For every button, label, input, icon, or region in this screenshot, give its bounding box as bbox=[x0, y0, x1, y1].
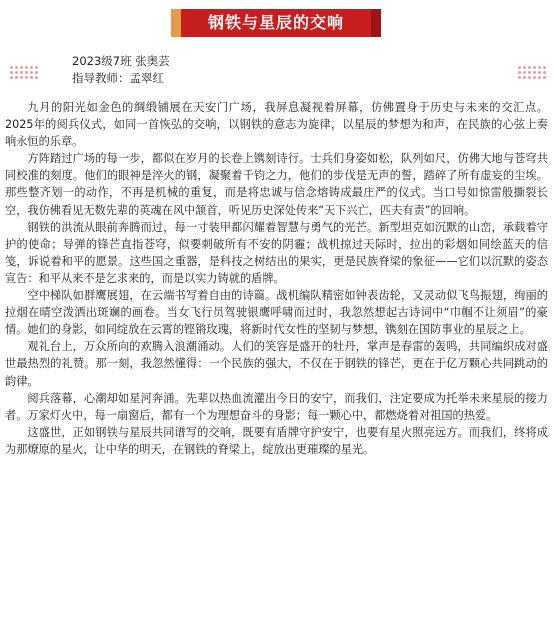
paragraph: 阅兵落幕，心潮却如星河奔涌。先辈以热血流灌出今日的安宁，而我们，注定要成为托举未来星辰的接力者。万家灯火中，每一扇窗后，都有一个为理想奋斗的身影；每一颗心中，都燃烧着对祖国的热爱。 bbox=[5, 391, 548, 422]
paragraph: 钢铁的洪流从眼前奔腾而过，每一寸装甲都闪耀着智慧与勇气的光芒。新型坦克如沉默的山峦，承载着守护的使命；导弹的锋芒直指苍穹，似要刺破所有不安的阴霾；战机掠过天际时，拉出的彩烟如同绘蓝天的信笺，诉说着和平的愿景。这些国之重器，是科技之树结出的果实，更是民族脊梁的象征——它们以沉默的姿态宣告：和平从来不是乞求来的，而是以实力铸就的盾牌。 bbox=[5, 220, 548, 285]
paragraph: 方阵踏过广场的每一步，都似在岁月的长卷上镌刻诗行。士兵们身姿如松，队列如尺，仿佛大地与苍穹共同校准的刻度。他们的眼神是淬火的钢，凝聚着千钧之力，他们的步伐是无声的誓，踏碎了所有虚妄的尘埃。那些整齐划一的动作，不再是机械的重复，而是将忠诚与信念熔铸成最庄严的仪式。当口号如惊雷般撕裂长空，我仿佛看见无数先辈的英魂在风中颔首，听见历史深处传来“天下兴亡，匹夫有责”的回响。 bbox=[5, 152, 548, 217]
title-banner bbox=[171, 9, 381, 37]
banner-accent-left bbox=[171, 9, 181, 37]
paragraph: 观礼台上，万众所向的欢腾入浪潮涌动。人们的笑容是盛开的牡丹，掌声是春雷的轰鸣，共同编织成对盛世最热烈的礼赞。那一刻，我忽然懂得：一个民族的强大，不仅在于钢铁的锋芒，更在于亿万颗心共同跳动的韵律。 bbox=[5, 340, 548, 388]
advisor-line: 指导教师：孟翠红 bbox=[72, 71, 164, 85]
article-title: 钢铁与星辰的交响 bbox=[207, 13, 344, 32]
paragraph: 九月的阳光如金色的绸缎铺展在天安门广场，我屏息凝视着屏幕，仿佛置身于历史与未来的交汇点。2025年的阅兵仪式，如同一首恢弘的交响，以钢铁的意志为旋律，以星辰的梦想为和声，在民族的心弦上奏响永恒的乐章。 bbox=[5, 101, 548, 149]
article-body bbox=[5, 99, 548, 458]
author-line: 2023级7班 张奥芸 bbox=[72, 54, 170, 68]
article-meta bbox=[72, 53, 170, 87]
banner-accent-right bbox=[371, 9, 381, 37]
paragraph: 空中梯队如群鹰展翅，在云端书写着自由的诗篇。战机编队精密如钟表齿轮，又灵动似飞鸟振翅，绚丽的拉烟在晴空泼洒出斑斓的画卷。当女飞行员驾驶银鹰呼啸而过时，我忽然想起古诗词中“巾帼不让须眉”的豪情。她们的身影，如同绽放在云霄的铿锵玫瑰，将新时代女性的坚韧与梦想，镌刻在国防事业的星辰之上。 bbox=[5, 289, 548, 337]
decorative-dots-left bbox=[10, 66, 36, 80]
decorative-dots-right bbox=[518, 66, 544, 80]
paragraph: 这盛世，正如钢铁与星辰共同谱写的交响，既要有盾牌守护安宁，也要有星火照亮远方。而我们，终将成为那燎原的星火，让中华的明天，在钢铁的脊梁上，绽放出更璀璨的星光。 bbox=[5, 425, 548, 456]
